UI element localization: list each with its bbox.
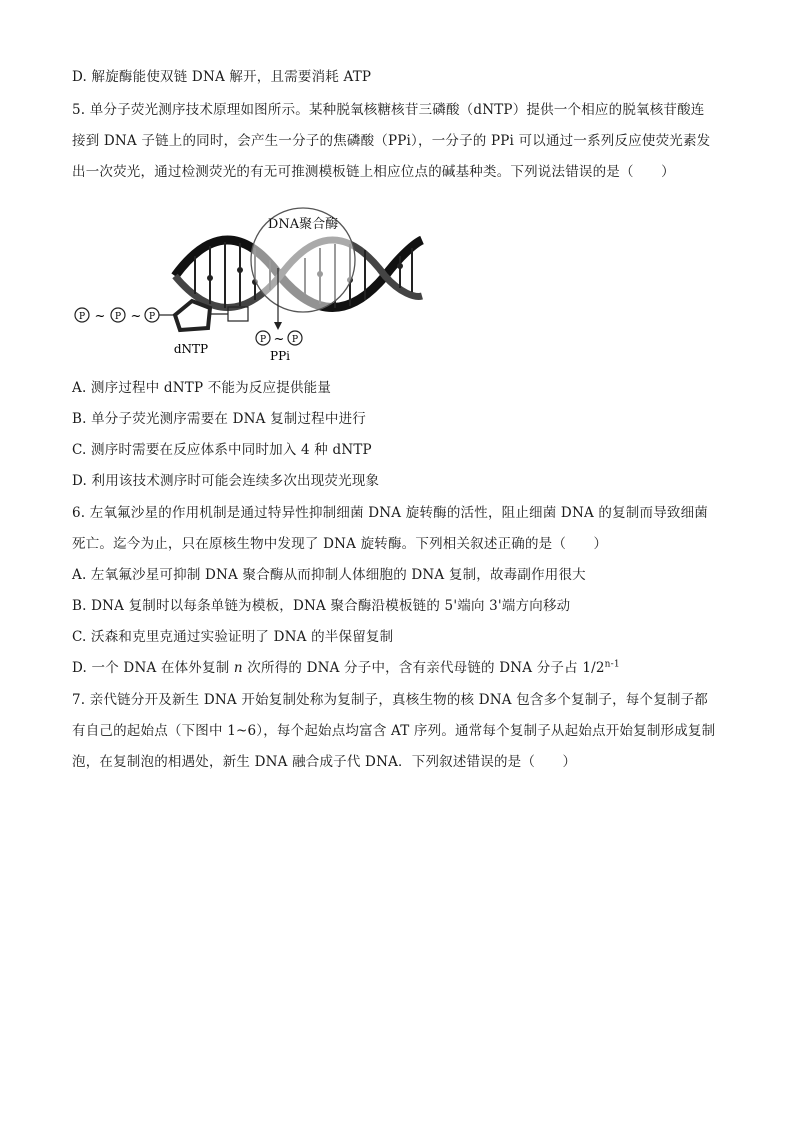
q5-stem-line-3: 出一次荧光，通过检测荧光的有无可推测模板链上相应位点的碱基种类。下列说法错误的是（ ） <box>72 164 675 180</box>
ppi-molecule <box>256 331 302 363</box>
q5-stem-line-1: 5. 单分子荧光测序技术原理如图所示。某种脱氧核糖核苷三磷酸（dNTP）提供一个相应的脱氧核苷酸连 <box>72 102 705 118</box>
release-arrowhead <box>274 322 282 330</box>
q5-stem-line-2: 接到 DNA 子链上的同时，会产生一分子的焦磷酸（PPi），一分子的 PPi 可以通过一系列反应使荧光素发 <box>72 133 711 149</box>
q7-stem-line-2: 有自己的起始点（下图中 1~6），每个起始点均富含 AT 序列。通常每个复制子从起始点开始复制形成复制 <box>72 723 716 739</box>
q6-option-c: C. 沃森和克里克通过实验证明了 DNA 的半保留复制 <box>72 629 394 645</box>
q7-stem-line-1: 7. 亲代链分开及新生 DNA 开始复制处称为复制子，真核生物的核 DNA 包含多个复制子，每个复制子都 <box>72 692 709 708</box>
svg-text:P: P <box>259 335 267 345</box>
q6-stem-line-2: 死亡。迄今为止，只在原核生物中发现了 DNA 旋转酶。下列相关叙述正确的是（ ） <box>72 536 608 552</box>
svg-text:~: ~ <box>130 309 142 324</box>
svg-text:P: P <box>114 312 122 322</box>
q5-option-a: A. 测序过程中 dNTP 不能为反应提供能量 <box>72 380 332 396</box>
variable-n: n <box>233 660 243 676</box>
svg-text:P: P <box>291 335 299 345</box>
q6-stem-line-1: 6. 左氧氟沙星的作用机制是通过特异性抑制细菌 DNA 旋转酶的活性，阻止细菌 DNA 的复制而导致细菌 <box>72 505 709 521</box>
ppi-label: PPi <box>270 349 290 363</box>
exponent: n-1 <box>604 659 620 670</box>
svg-text:P: P <box>78 312 86 322</box>
q5-option-d: D. 利用该技术测序时可能会连续多次出现荧光现象 <box>72 473 380 489</box>
sequencing-figure <box>70 198 440 368</box>
svg-text:~: ~ <box>94 309 106 324</box>
q6-option-a: A. 左氧氟沙星可抑制 DNA 聚合酶从而抑制人体细胞的 DNA 复制，故毒副作用很大 <box>72 567 586 583</box>
svg-text:P: P <box>148 312 156 322</box>
q6-option-b: B. DNA 复制时以每条单链为模板，DNA 聚合酶沿模板链的 5'端向 3'端方向移动 <box>72 598 571 614</box>
svg-text:~: ~ <box>273 332 285 347</box>
q4-option-d: D. 解旋酶能使双链 DNA 解开，且需要消耗 ATP <box>72 69 372 85</box>
q6-option-d: D. 一个 DNA 在体外复制 n 次所得的 DNA 分子中，含有亲代母链的 DNA 分子占 1/2$^{n-1}$ <box>72 659 620 676</box>
q5-option-b: B. 单分子荧光测序需要在 DNA 复制过程中进行 <box>72 411 366 427</box>
q7-stem-line-3: 泡，在复制泡的相遇处，新生 DNA 融合成子代 DNA．下列叙述错误的是（ ） <box>72 754 577 770</box>
sequencing-diagram <box>70 198 440 368</box>
deoxyribose-ring <box>175 301 210 330</box>
dntp-label: dNTP <box>173 342 209 356</box>
q5-option-c: C. 测序时需要在反应体系中同时加入 4 种 dNTP <box>72 442 372 458</box>
enzyme-label: DNA聚合酶 <box>267 217 339 232</box>
